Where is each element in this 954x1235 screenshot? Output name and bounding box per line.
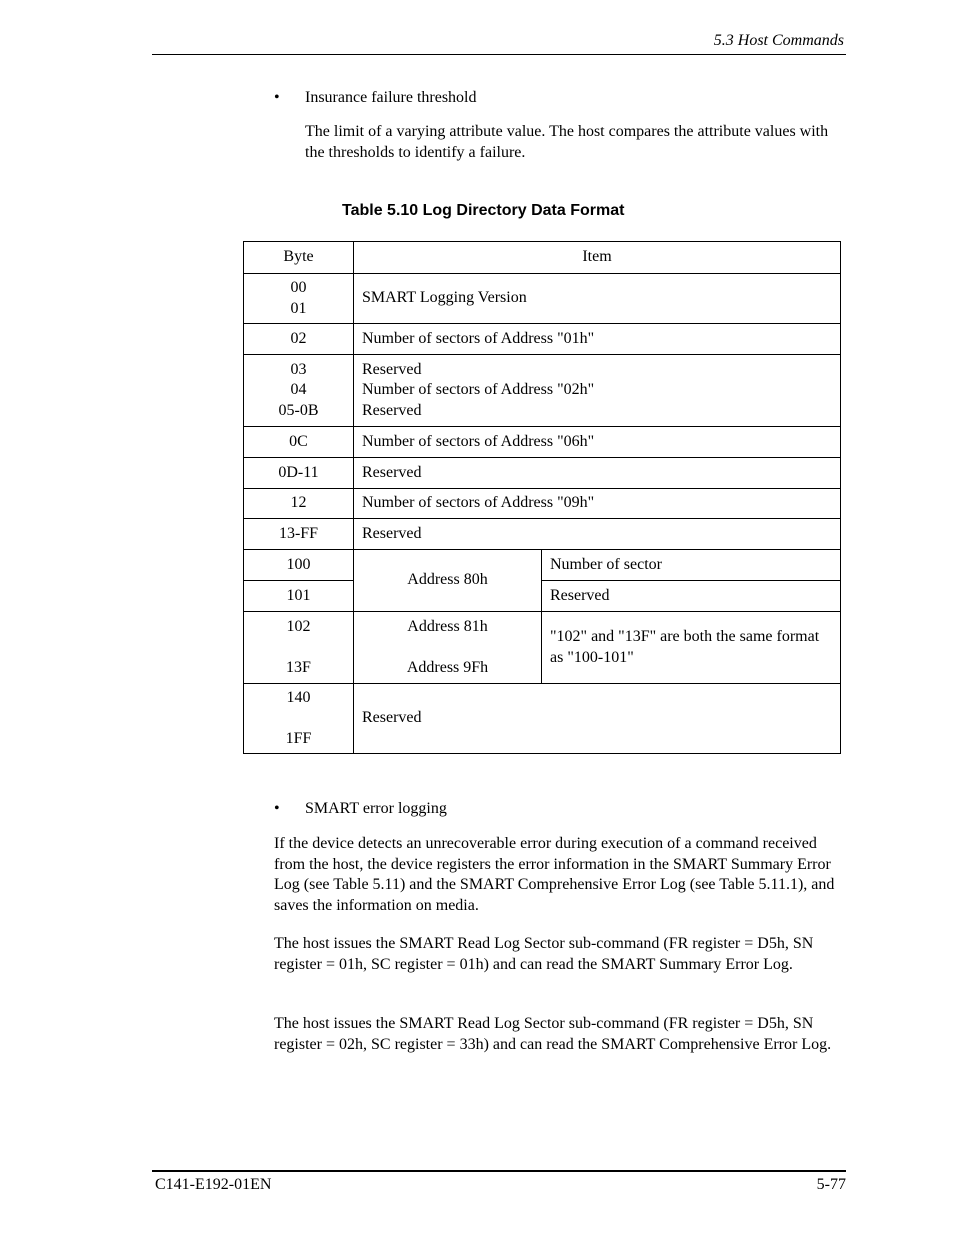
table-header-row xyxy=(244,242,841,274)
byte-cell xyxy=(244,612,354,684)
byte-cell: 02 xyxy=(244,324,354,355)
table-row xyxy=(244,489,841,519)
item-cell: "102" and "13F" are both the same format as "100-101" xyxy=(542,612,841,684)
byte-value: 04 xyxy=(290,381,307,399)
address-cell: Address 80h xyxy=(354,550,542,612)
bullet-heading: Insurance failure threshold xyxy=(305,89,477,106)
body-paragraph: If the device detects an unrecoverable error during execution of a command received from the host, the device registers the error information in the SMART Summary Error Log (see Table 5.11) and the SMART Comprehensive Error Log (see Table 5.11.1), and saves the information on media. xyxy=(274,835,835,914)
byte-cell xyxy=(244,274,354,324)
item-cell xyxy=(354,355,841,427)
table-row xyxy=(244,427,841,458)
table-row xyxy=(244,355,841,427)
running-header: 5.3 Host Commands xyxy=(713,32,844,49)
bullet-heading: SMART error logging xyxy=(305,800,447,817)
byte-cell: 13-FF xyxy=(244,519,354,550)
body-paragraph: The host issues the SMART Read Log Sector sub-command (FR register = D5h, SN register = 01h, SC register = 01h) and can read the SMART Summary Error Log. xyxy=(274,935,814,973)
bullet-marker: • xyxy=(274,89,280,106)
table-row xyxy=(244,324,841,355)
item-cell: Number of sector xyxy=(542,550,841,581)
table-row xyxy=(244,519,841,550)
byte-value: 102 xyxy=(286,617,311,635)
table-row xyxy=(244,274,841,324)
table-row xyxy=(244,684,841,754)
body-paragraph: The host issues the SMART Read Log Sector sub-command (FR register = D5h, SN register = 02h, SC register = 33h) and can read the SMART Comprehensive Error Log. xyxy=(274,1015,832,1053)
byte-value: 13F xyxy=(286,658,311,676)
item-cell: Reserved xyxy=(542,581,841,612)
byte-cell: 0D-11 xyxy=(244,458,354,489)
byte-value: 140 xyxy=(286,688,311,706)
byte-cell xyxy=(244,355,354,427)
item-cell: Number of sectors of Address "06h" xyxy=(354,427,841,458)
address-value: Address 9Fh xyxy=(406,658,489,676)
column-header-item: Item xyxy=(354,242,841,274)
column-header-byte: Byte xyxy=(244,242,354,274)
byte-value: 1FF xyxy=(285,729,312,747)
byte-value: 01 xyxy=(290,299,307,317)
byte-cell: 100 xyxy=(244,550,354,581)
byte-cell: 101 xyxy=(244,581,354,612)
document-id: C141-E192-01EN xyxy=(155,1176,272,1193)
item-cell: Reserved xyxy=(354,684,841,754)
header-rule xyxy=(152,54,846,55)
item-value: Reserved xyxy=(362,360,422,378)
byte-cell xyxy=(244,684,354,754)
log-directory-table xyxy=(243,241,841,754)
byte-cell: 12 xyxy=(244,489,354,519)
table-row xyxy=(244,550,841,581)
item-cell: Number of sectors of Address "01h" xyxy=(354,324,841,355)
byte-value: 00 xyxy=(290,279,307,296)
footer-rule xyxy=(152,1170,846,1172)
item-value: Number of sectors of Address "02h" xyxy=(362,381,595,399)
bullet-marker: • xyxy=(274,800,280,817)
address-cell xyxy=(354,612,542,684)
table-row xyxy=(244,458,841,489)
byte-value: 05-0B xyxy=(278,401,319,419)
byte-value: 03 xyxy=(290,360,307,378)
table-row xyxy=(244,581,841,612)
page-number: 5-77 xyxy=(816,1176,846,1193)
item-cell: Reserved xyxy=(354,519,841,550)
item-cell: Number of sectors of Address "09h" xyxy=(354,489,841,519)
item-cell: Reserved xyxy=(354,458,841,489)
table-row xyxy=(244,612,841,684)
address-value: Address 81h xyxy=(407,617,488,635)
byte-cell: 0C xyxy=(244,427,354,458)
table-caption: Table 5.10 Log Directory Data Format xyxy=(342,202,625,219)
item-cell: SMART Logging Version xyxy=(354,274,841,324)
intro-paragraph: The limit of a varying attribute value. The host compares the attribute values with the thresholds to identify a failure. xyxy=(305,123,829,161)
item-value: Reserved xyxy=(362,401,422,419)
